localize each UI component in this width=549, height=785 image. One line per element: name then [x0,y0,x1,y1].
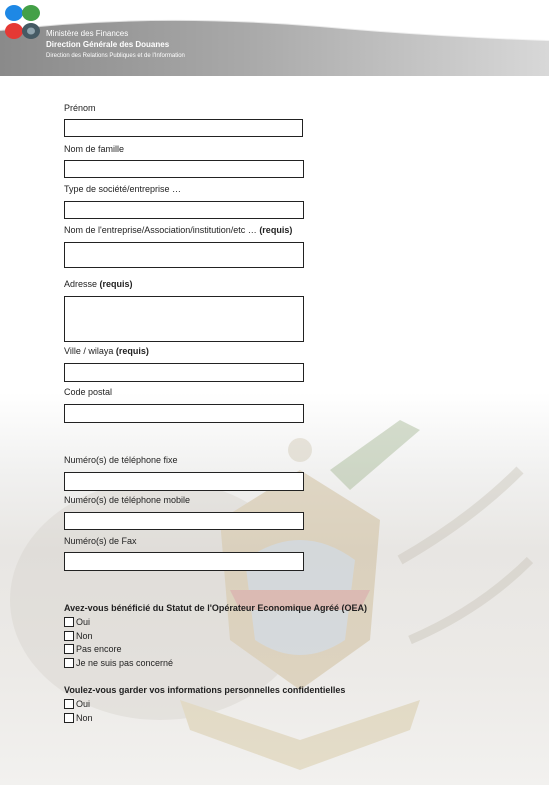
option-label: Non [76,630,93,641]
prenom-label: Prénom [64,103,96,113]
oea-question: Avez-vous bénéficié du Statut de l'Opérateur Economique Agréé (OEA) [64,603,368,613]
confidential-question: Voulez-vous garder vos informations personnelles confidentielles [64,685,346,695]
customs-logo-icon [0,0,46,44]
header-banner [0,0,549,78]
checkbox[interactable] [64,644,74,654]
ville-label-text: Ville / wilaya [64,346,116,356]
nom-famille-field[interactable] [64,160,304,178]
subdirection-name: Direction des Relations Publiques et de l'Information [46,53,185,59]
prenom-field[interactable] [64,119,303,137]
ministry-name: Ministère des Finances [46,29,129,38]
code-postal-label: Code postal [64,387,113,397]
nom-entreprise-field[interactable] [64,242,304,268]
option-label: Oui [76,698,91,709]
oea-option-non[interactable] [64,630,93,641]
tel-mobile-field[interactable] [64,512,304,530]
checkbox[interactable] [64,658,74,668]
code-postal-field[interactable] [64,404,304,423]
page-header [0,0,549,78]
tel-fixe-label: Numéro(s) de téléphone fixe [64,455,178,465]
fax-field[interactable] [64,552,304,571]
adresse-label-text: Adresse [64,279,100,289]
nom-entreprise-label-text: Nom de l'entreprise/Association/institution/etc … [64,225,260,235]
adresse-field[interactable] [64,296,304,342]
oea-option-non-concerne[interactable] [64,657,173,668]
option-label: Non [76,712,93,723]
ville-field[interactable] [64,363,304,382]
type-societe-field[interactable] [64,201,304,219]
required-marker: (requis) [115,346,149,356]
option-label: Pas encore [76,643,122,654]
tel-mobile-label: Numéro(s) de téléphone mobile [64,495,191,505]
adresse-label [64,279,133,289]
type-societe-label: Type de société/entreprise … [64,184,182,194]
direction-name: Direction Générale des Douanes [46,40,170,49]
checkbox[interactable] [64,631,74,641]
required-marker: (requis) [259,225,293,235]
option-label: Je ne suis pas concerné [76,657,174,668]
ville-label [64,346,149,356]
nom-famille-label: Nom de famille [64,144,125,154]
oea-option-pas-encore[interactable] [64,643,122,654]
tel-fixe-field[interactable] [64,472,304,491]
checkbox[interactable] [64,699,74,709]
confidential-option-non[interactable] [64,712,93,723]
option-label: Oui [76,616,91,627]
required-marker: (requis) [99,279,133,289]
nom-entreprise-label [64,225,292,235]
oea-option-oui[interactable] [64,616,90,627]
checkbox[interactable] [64,713,74,723]
checkbox[interactable] [64,617,74,627]
fax-label: Numéro(s) de Fax [64,536,137,546]
confidential-option-oui[interactable] [64,698,90,709]
